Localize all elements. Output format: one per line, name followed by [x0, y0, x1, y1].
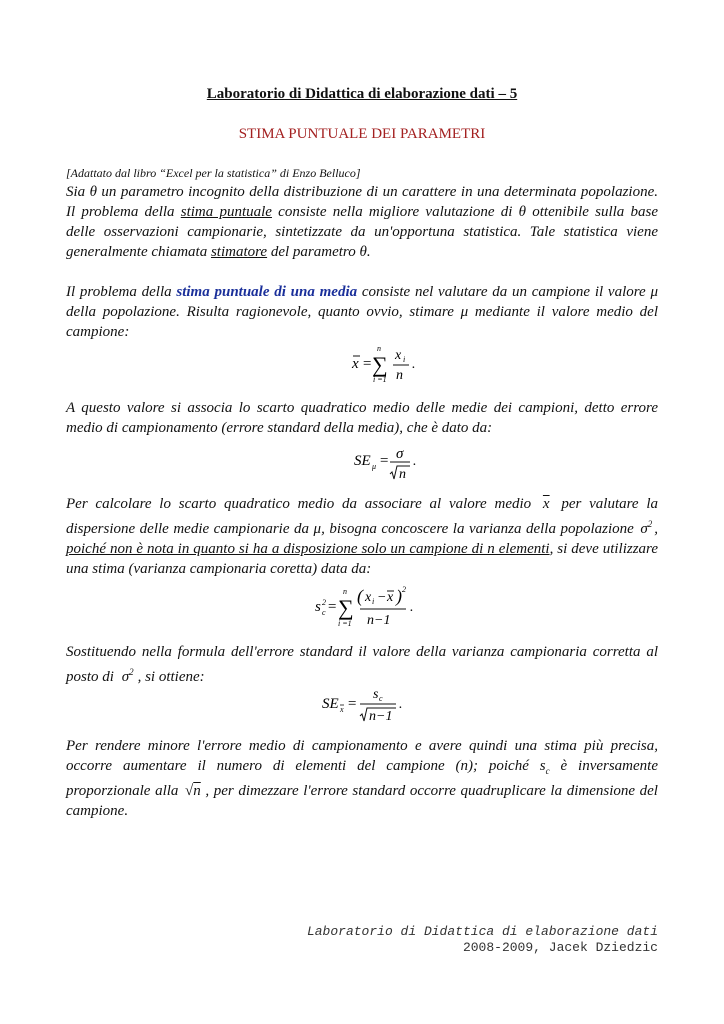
paragraph-sostituendo	[66, 642, 658, 687]
svg-text:n: n	[396, 368, 403, 383]
svg-text:i =1: i =1	[338, 619, 352, 628]
p4-text-a: Per calcolare lo scarto quadratico medio da associare al valore medio	[66, 496, 539, 512]
svg-text:2: 2	[402, 585, 406, 594]
svg-text:n−1: n−1	[369, 709, 393, 724]
p1-term-stimatore: stimatore	[210, 244, 268, 260]
p3-text: A questo valore si associa lo scarto quadratico medio delle medie dei campioni, detto errore medio di campionamento (errore standard della media), che è dato da:	[66, 400, 658, 436]
p2-highlight: stima puntuale di una media	[176, 284, 358, 300]
p4-text-c: ,	[654, 521, 658, 537]
svg-text:−: −	[377, 590, 387, 605]
svg-text:(: (	[357, 586, 363, 606]
source-note: [Adattato dal libro “Excel per la statistica” di Enzo Belluco]	[66, 166, 361, 180]
svg-text:.: .	[399, 697, 403, 712]
p4-text-b: per valutare la dispersione delle medie campionarie da μ, bisogna concoscere la varianza della popolazione	[66, 496, 659, 537]
svg-text:x: x	[395, 348, 402, 363]
svg-text:.: .	[412, 357, 416, 372]
p5-text-b: , si ottiene:	[137, 669, 205, 685]
p6-text-a: Per rendere minore l'errore medio di campionamento e avere quindi una stima più precisa, occorre aumentare il numero di elementi del campione (n); poiché s	[66, 738, 658, 774]
svg-text:n−1: n−1	[367, 613, 391, 628]
svg-text:n: n	[377, 344, 381, 353]
paragraph-varianza	[66, 494, 658, 579]
svg-text:∑: ∑	[338, 595, 354, 620]
svg-text:x: x	[365, 590, 372, 605]
formula-varianza-corretta	[313, 583, 423, 638]
svg-text:=: =	[362, 356, 373, 372]
svg-text:=: =	[347, 696, 358, 712]
svg-text:s: s	[373, 687, 379, 702]
p1-text-c: del parametro θ.	[267, 244, 371, 260]
p5-text-a: Sostituendo nella formula dell'errore standard il valore della varianza campionaria corretta al posto di	[66, 644, 658, 685]
p2-text-a: Il problema della	[66, 284, 177, 300]
svg-text:.: .	[413, 454, 417, 469]
xbar-symbol: $\overline{x}$	[542, 496, 550, 512]
svg-text:s: s	[315, 599, 321, 615]
paragraph-conclusione	[66, 736, 658, 821]
svg-text:∑: ∑	[372, 352, 388, 377]
formula-mean	[350, 343, 430, 392]
svg-text:): )	[396, 586, 402, 606]
svg-text:SE: SE	[322, 696, 339, 712]
svg-text:n: n	[399, 467, 406, 482]
p1-text-a: Sia θ un parametro incognito della distribuzione di un carattere in una determinata popolazione. Il problema della	[66, 184, 658, 220]
footer-line-2: 2008-2009, Jacek Dziedzic	[462, 940, 658, 955]
p4-underlined: poiché non è nota in quanto si ha a disposizione solo un campione di n elementi	[66, 541, 550, 557]
svg-text:σ: σ	[396, 446, 404, 462]
svg-text:n: n	[343, 587, 347, 596]
page-footer	[307, 924, 658, 956]
svg-text:i: i	[372, 597, 375, 606]
svg-text:x: x	[387, 590, 394, 605]
formula-se-xbar	[320, 684, 410, 733]
p1-text-b: consiste nella migliore valutazione di θ ottenibile sulla base delle osservazioni campionarie, sintetizzate da un'opportuna statistica. Tale statistica viene generalmente chiamata	[66, 204, 659, 260]
svg-text:c: c	[379, 694, 383, 703]
paragraph-media	[66, 282, 658, 342]
page-title: Laboratorio di Didattica di elaborazione dati – 5	[206, 86, 518, 102]
mean-lhs: x	[352, 356, 359, 372]
svg-text:.: .	[410, 600, 414, 615]
svg-text:μ: μ	[372, 462, 377, 471]
sigma-squared-symbol: $\sigma^2$	[640, 519, 653, 537]
sqrt-n-symbol: √n	[185, 783, 201, 799]
svg-text:=: =	[379, 453, 390, 469]
p6-text-b: è inversamente proporzionale alla	[66, 758, 658, 799]
svg-text:i: i	[403, 355, 406, 364]
svg-text:SE: SE	[354, 453, 371, 469]
p2-text-b: consiste nel valutare da un campione il valore μ della popolazione. Risulta ragionevole, quanto ovvio, stimare μ mediante il valore medio del campione:	[66, 284, 658, 340]
sigma-squared-symbol-2: $\sigma^2$	[121, 667, 134, 685]
svg-text:2: 2	[322, 598, 326, 607]
footer-line-1: Laboratorio di Didattica di elaborazione dati	[306, 924, 658, 939]
svg-text:c: c	[322, 608, 326, 617]
svg-text:x: x	[340, 705, 344, 714]
section-title: STIMA PUNTUALE DEI PARAMETRI	[238, 126, 486, 142]
formula-se-mu	[352, 443, 422, 492]
paragraph-intro	[66, 182, 658, 262]
p6-sub-c: c	[545, 766, 550, 776]
svg-text:i =1: i =1	[373, 375, 387, 384]
p1-term-stima-puntuale: stima puntuale	[180, 204, 272, 220]
p6-text-c: , per dimezzare l'errore standard occorre quadruplicare la dimensione del campione.	[66, 783, 658, 819]
svg-text:=: =	[327, 599, 338, 615]
p4-text-d: , si deve utilizzare una stima (varianza campionaria coretta) data da:	[66, 541, 658, 577]
paragraph-errore	[66, 398, 658, 438]
